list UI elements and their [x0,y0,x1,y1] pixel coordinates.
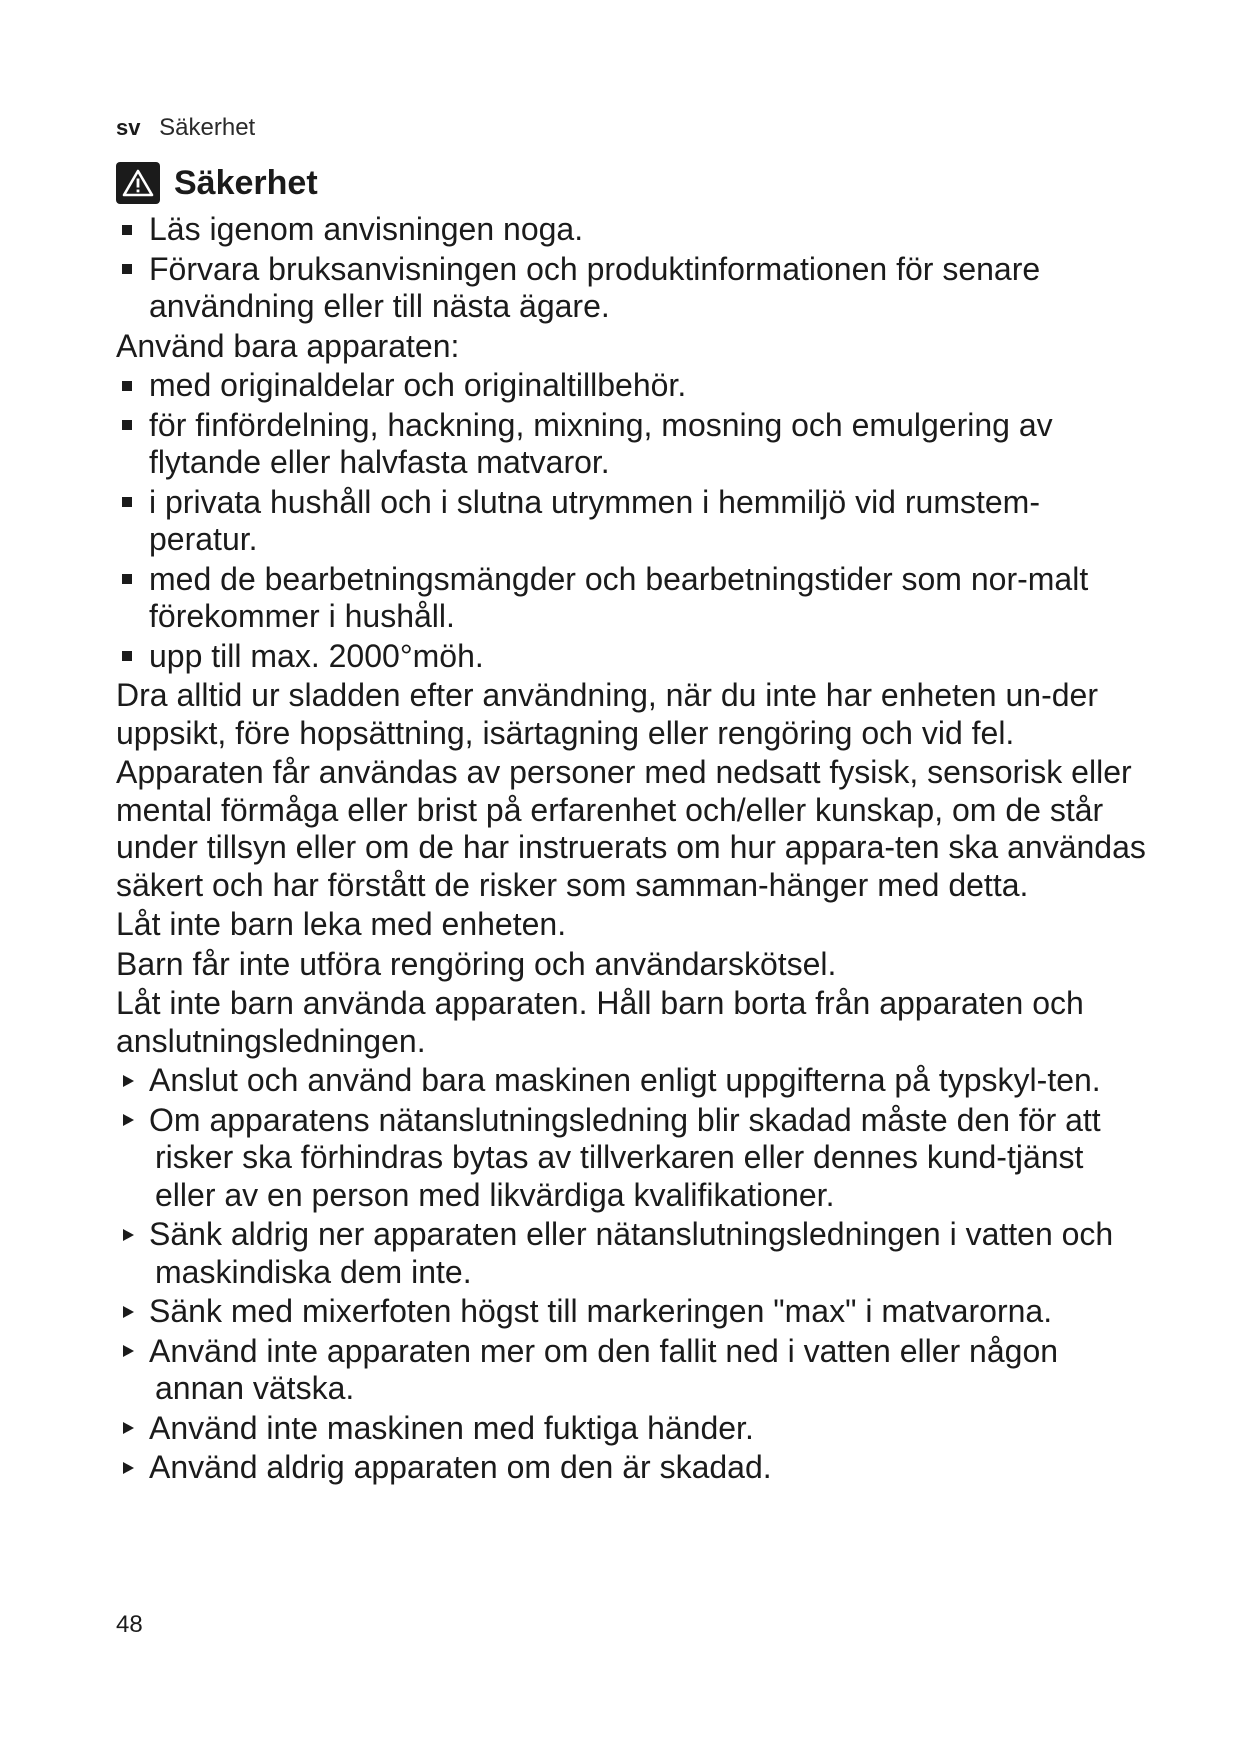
page-title: Säkerhet [174,164,318,202]
use-intro-text: Använd bara apparaten: [116,327,460,364]
action-item: Använd inte maskinen med fuktiga händer. [116,1410,1146,1448]
safety-content [116,211,1146,1489]
action-item: Använd aldrig apparaten om den är skadad. [116,1449,1146,1487]
page-number: 48 [116,1611,143,1638]
bullet-square-icon [116,211,149,249]
running-header [116,113,255,143]
warning-triangle-icon [116,162,160,204]
header-section-name: Säkerhet [159,114,256,141]
list-item: upp till max. 2000°möh. [116,638,1146,676]
language-code: sv [116,115,141,140]
paragraph: Dra alltid ur sladden efter användning, när du inte har enheten un-der uppsikt, före hopsättning, isärtagning eller rengöring och vid fel. [116,677,1098,751]
arrow-right-icon [116,1293,155,1331]
arrow-right-icon [116,1102,155,1140]
list-item: med de bearbetningsmängder och bearbetningstider som nor-malt förekommer i hushåll. [116,561,1146,636]
paragraph: Barn får inte utföra rengöring och användarskötsel. [116,945,837,982]
bullet-square-icon [116,251,149,289]
paragraph: Låt inte barn använda apparaten. Håll barn borta från apparaten och anslutningsledningen. [116,985,1084,1059]
list-item: med originaldelar och originaltillbehör. [116,367,1146,405]
action-item: Sänk aldrig ner apparaten eller nätanslutningsledningen i vatten och maskindiska dem inte. [116,1216,1146,1291]
arrow-right-icon [116,1216,155,1254]
list-item: för finfördelning, hackning, mixning, mosning och emulgering av flytande eller halvfasta matvaror. [116,407,1146,482]
list-item: Förvara bruksanvisningen och produktinformationen för senare användning eller till nästa ägare. [116,251,1146,326]
bullet-square-icon [116,407,149,445]
section-heading [116,160,318,206]
list-item: i privata hushåll och i slutna utrymmen i hemmiljö vid rumstem-peratur. [116,484,1146,559]
action-item: Om apparatens nätanslutningsledning blir skadad måste den för att risker ska förhindras bytas av tillverkaren eller dennes kund-tjänst eller av en person med likvärdiga kvalifikationer. [116,1102,1146,1215]
arrow-right-icon [116,1062,155,1100]
arrow-right-icon [116,1410,155,1448]
paragraph: Apparaten får användas av personer med nedsatt fysisk, sensorisk eller mental förmåga eller brist på erfarenhet och/eller kunskap, om de står under tillsyn eller om de har instruerats om hur appara-ten ska användas säkert och har förstått de risker som samman-hänger med detta. [116,754,1146,903]
bullet-square-icon [116,367,149,405]
bullet-square-icon [116,638,149,676]
paragraph: Låt inte barn leka med enheten. [116,906,567,942]
bullet-square-icon [116,561,149,599]
arrow-right-icon [116,1449,155,1487]
action-item: Använd inte apparaten mer om den fallit ned i vatten eller någon annan vätska. [116,1333,1146,1408]
list-item: Läs igenom anvisningen noga. [116,211,1146,249]
action-item: Anslut och använd bara maskinen enligt uppgifterna på typskyl-ten. [116,1062,1146,1100]
action-item: Sänk med mixerfoten högst till markeringen "max" i matvarorna. [116,1293,1146,1331]
bullet-square-icon [116,484,149,522]
arrow-right-icon [116,1333,155,1371]
